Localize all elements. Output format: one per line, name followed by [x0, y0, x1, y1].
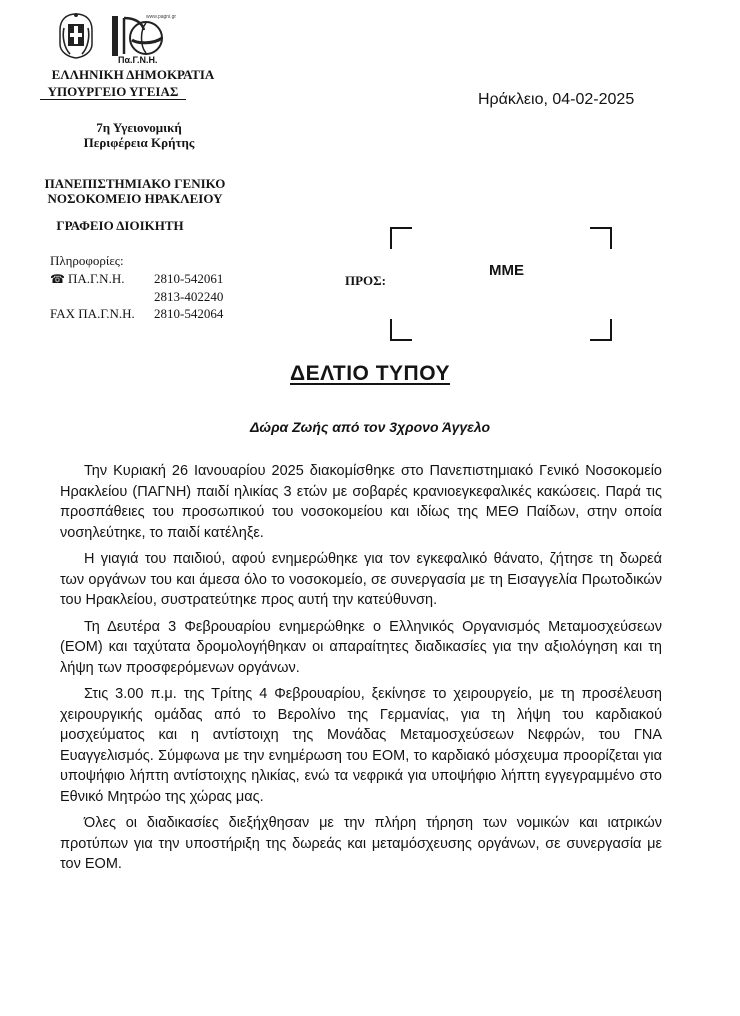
recipient-box-corner: [390, 319, 412, 341]
recipient-box-corner: [590, 319, 612, 341]
health-region: [64, 120, 214, 150]
hospital-name-line-1: ΠΑΝΕΠΙΣΤΗΜΙΑΚΟ ΓΕΝΙΚΟ: [44, 176, 226, 191]
recipient-box-corner: [590, 227, 612, 249]
body-paragraph: Η γιαγιά του παιδιού, αφού ενημερώθηκε για τον εγκεφαλικό θάνατο, ζήτησε τη δωρεά των οργάνων του και άμεσα όλο το νοσοκομείο, σε συνεργασία με τη Εισαγγελία Πρωτοδικών του Ηρακλείου, συστρατεύτηκε προς αυτή την κατεύθυνση.: [60, 551, 662, 608]
document-title-text: ΔΕΛΤΙΟ ΤΥΠΟΥ: [290, 362, 450, 385]
document-date: Ηράκλειο, 04-02-2025: [478, 91, 635, 108]
contact-fax: 2810-542064: [154, 306, 224, 321]
greek-coat-of-arms-icon: [56, 10, 96, 60]
republic-heading: ΕΛΛΗΝΙΚΗ ΔΗΜΟΚΡΑΤΙΑ: [51, 67, 215, 82]
body-paragraph: Την Κυριακή 26 Ιανουαρίου 2025 διακομίσθηκε στο Πανεπιστημιακό Γενικό Νοσοκομείο Ηρακλείου (ΠΑΓΝΗ) παιδί ηλικίας 3 ετών με σοβαρές κρανιοεγκεφαλικές κακώσεις. Παρά τις προσπάθειες του προσωπικού του νοσοκομείου και ιδίως της ΜΕΘ Παίδων, στην οποία νοσηλεύτηκε, το παιδί κατέληξε.: [60, 463, 662, 541]
hospital-name: [30, 176, 240, 206]
body-paragraph: Στις 3.00 π.μ. της Τρίτης 4 Φεβρουαρίου, ξεκίνησε το χειρουργείο, με τη προσέλευση χειρουργικής ομάδας από το Βερολίνο της Γερμανίας, για τη λήψη του καρδιακού μοσχεύματος και η αντίστοιχη της Μονάδας Μεταμοσχεύσεων Νεφρών, του ΓΝΑ Ευαγγελισμός. Σύμφωνα με την ενημέρωση του ΕΟΜ, το καρδιακό μόσχευμα προορίζεται για υποψήφιο λήπτη αντίστοιχης ηλικίας, ενώ τα νεφρικά για υποψήφιο λήπτη εγγεγραμμένο στο Εθνικό Μητρώο της χώρας μας.: [60, 686, 662, 805]
pagni-logo-caption: Πα.Γ.Ν.Η.: [118, 55, 158, 65]
info-label: Πληροφορίες:: [50, 253, 124, 268]
recipient-box-corner: [390, 227, 412, 249]
document-title: [0, 362, 740, 386]
contact-phone-2: 2813-402240: [154, 289, 224, 304]
hospital-name-line-2: ΝΟΣΟΚΟΜΕΙΟ ΗΡΑΚΛΕΙΟΥ: [47, 191, 223, 206]
ministry-heading: ΥΠΟΥΡΓΕΙΟ ΥΓΕΙΑΣ: [40, 84, 186, 100]
recipient-label: ΠΡΟΣ:: [345, 273, 386, 288]
pagni-website-url: www.pagni.gr: [146, 14, 177, 20]
body-paragraph: Όλες οι διαδικασίες διεξήχθησαν με την πλήρη τήρηση των νομικών και ιατρικών προτύπων για την υποστήριξη της δωρεάς και μεταμόσχευσης οργάνων, σε συνεργασία με τον ΕΟΜ.: [60, 815, 662, 872]
telephone-icon: ☎: [50, 272, 65, 286]
health-region-line-1: 7η Υγειονομική: [96, 120, 182, 135]
recipient-name: ΜΜΕ: [489, 262, 524, 279]
press-release-body: [60, 461, 662, 881]
contact-label-1: ☎ ΠΑ.Γ.Ν.Η.: [50, 271, 125, 286]
body-paragraph: Τη Δευτέρα 3 Φεβρουαρίου ενημερώθηκε ο Ελληνικός Οργανισμός Μεταμοσχεύσεων (ΕΟΜ) και ταχύτατα δρομολογήθηκαν οι απαραίτητες διαδικασίες για την αξιολόγηση και τη λήψη των προσφερόμενων οργάνων.: [60, 618, 662, 676]
office-name: ΓΡΑΦΕΙΟ ΔΙΟΙΚΗΤΗ: [56, 218, 184, 233]
document-subtitle: Δώρα Ζωής από τον 3χρονο Άγγελο: [249, 419, 491, 435]
contact-phone-1: 2810-542061: [154, 271, 224, 286]
contact-label-fax: FAX ΠΑ.Γ.Ν.Η.: [50, 306, 135, 321]
health-region-line-2: Περιφέρεια Κρήτης: [83, 135, 195, 150]
